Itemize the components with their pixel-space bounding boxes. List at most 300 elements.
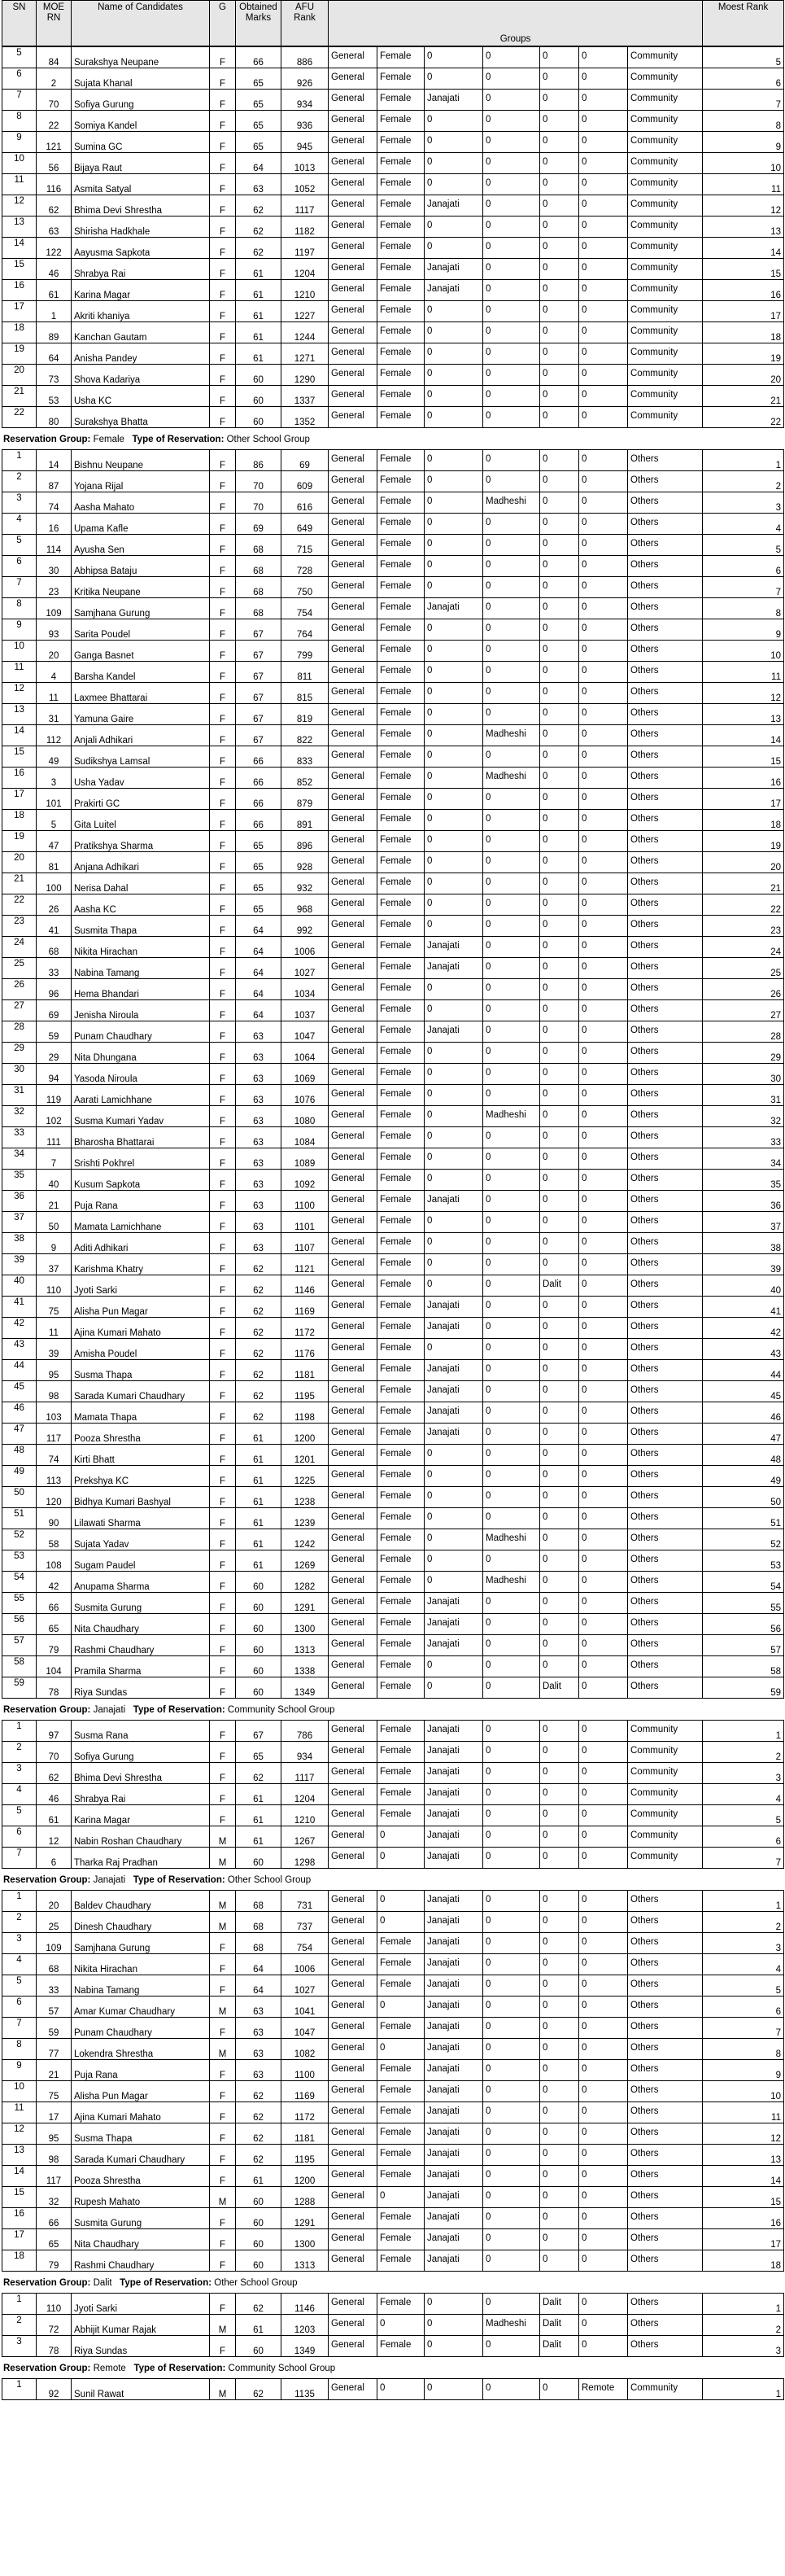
moest-rank-cell: 38 bbox=[703, 1233, 784, 1254]
remote-group-cell: 0 bbox=[579, 259, 628, 280]
dalit-group-cell: 0 bbox=[540, 111, 579, 132]
janajati-group-cell: 0 bbox=[425, 132, 483, 153]
remote-group-cell: 0 bbox=[579, 2229, 628, 2250]
moest-rank-cell: 1 bbox=[703, 1891, 784, 1912]
madheshi-group-cell: 0 bbox=[483, 1445, 540, 1466]
janajati-group-cell: Janajati bbox=[425, 958, 483, 979]
candidate-name-cell: Nabina Tamang bbox=[72, 1975, 210, 1997]
janajati-group-cell: 0 bbox=[425, 1127, 483, 1148]
candidate-name-cell: Nita Chaudhary bbox=[72, 2229, 210, 2250]
moe-rn-cell: 11 bbox=[37, 683, 72, 704]
dalit-group-cell: 0 bbox=[540, 343, 579, 365]
madheshi-group-cell: 0 bbox=[483, 1487, 540, 1508]
sn-cell: 20 bbox=[2, 852, 37, 873]
candidate-name-cell: Rupesh Mahato bbox=[72, 2187, 210, 2208]
sn-cell: 4 bbox=[2, 514, 37, 535]
female-group-cell: Female bbox=[377, 1572, 425, 1593]
moe-rn-cell: 117 bbox=[37, 2166, 72, 2187]
results-table bbox=[2, 449, 784, 1699]
dalit-group-cell: 0 bbox=[540, 1360, 579, 1381]
sn-cell: 3 bbox=[2, 1763, 37, 1784]
remote-group-cell: 0 bbox=[579, 958, 628, 979]
table-row bbox=[2, 598, 784, 619]
madheshi-group-cell: Madheshi bbox=[483, 1572, 540, 1593]
moest-rank-cell: 22 bbox=[703, 407, 784, 428]
gender-cell: F bbox=[210, 704, 236, 725]
afu-rank-cell: 737 bbox=[281, 1912, 329, 1933]
sn-cell: 2 bbox=[2, 1742, 37, 1763]
table-row bbox=[2, 47, 784, 68]
gender-cell: F bbox=[210, 492, 236, 514]
school-type-cell: Community bbox=[628, 153, 703, 174]
madheshi-group-cell: 0 bbox=[483, 577, 540, 598]
gender-cell: F bbox=[210, 1508, 236, 1529]
afu-rank-cell: 1242 bbox=[281, 1529, 329, 1550]
candidate-name-cell: Ajina Kumari Mahato bbox=[72, 1318, 210, 1339]
marks-cell: 67 bbox=[236, 725, 281, 746]
madheshi-group-cell: 0 bbox=[483, 2336, 540, 2357]
marks-cell: 63 bbox=[236, 1021, 281, 1043]
table-row bbox=[2, 2315, 784, 2336]
results-table bbox=[2, 2378, 784, 2400]
marks-cell: 61 bbox=[236, 301, 281, 322]
school-type-cell: Others bbox=[628, 2018, 703, 2039]
janajati-group-cell: 0 bbox=[425, 725, 483, 746]
female-group-cell: Female bbox=[377, 789, 425, 810]
madheshi-group-cell: 0 bbox=[483, 2250, 540, 2272]
table-row bbox=[2, 556, 784, 577]
marks-cell: 63 bbox=[236, 2039, 281, 2060]
afu-rank-cell: 731 bbox=[281, 1891, 329, 1912]
janajati-group-cell: 0 bbox=[425, 1170, 483, 1191]
school-type-cell: Others bbox=[628, 1127, 703, 1148]
sn-cell: 21 bbox=[2, 386, 37, 407]
moest-rank-cell: 6 bbox=[703, 556, 784, 577]
remote-group-cell: 0 bbox=[579, 535, 628, 556]
dalit-group-cell: Dalit bbox=[540, 2294, 579, 2315]
madheshi-group-cell: 0 bbox=[483, 1043, 540, 1064]
madheshi-group-cell: 0 bbox=[483, 1233, 540, 1254]
moest-rank-cell: 11 bbox=[703, 2102, 784, 2123]
afu-rank-cell: 1201 bbox=[281, 1445, 329, 1466]
afu-rank-cell: 1047 bbox=[281, 2018, 329, 2039]
table-row bbox=[2, 2018, 784, 2039]
afu-rank-cell: 1052 bbox=[281, 174, 329, 195]
school-type-cell: Community bbox=[628, 280, 703, 301]
marks-cell: 60 bbox=[236, 1677, 281, 1699]
category-cell: General bbox=[329, 1064, 377, 1085]
marks-cell: 66 bbox=[236, 789, 281, 810]
janajati-group-cell: 0 bbox=[425, 492, 483, 514]
school-type-cell: Others bbox=[628, 1339, 703, 1360]
female-group-cell: Female bbox=[377, 725, 425, 746]
afu-rank-cell: 1313 bbox=[281, 1635, 329, 1656]
remote-group-cell: 0 bbox=[579, 1508, 628, 1529]
janajati-group-cell: Janajati bbox=[425, 1997, 483, 2018]
category-cell: General bbox=[329, 238, 377, 259]
gender-cell: F bbox=[210, 598, 236, 619]
remote-group-cell: 0 bbox=[579, 2250, 628, 2272]
sn-cell: 27 bbox=[2, 1000, 37, 1021]
madheshi-group-cell: 0 bbox=[483, 1318, 540, 1339]
school-type-cell: Others bbox=[628, 514, 703, 535]
school-type-cell: Others bbox=[628, 598, 703, 619]
dalit-group-cell: 0 bbox=[540, 2250, 579, 2272]
category-cell: General bbox=[329, 1424, 377, 1445]
category-cell: General bbox=[329, 2145, 377, 2166]
remote-group-cell: 0 bbox=[579, 1021, 628, 1043]
table-row bbox=[2, 662, 784, 683]
moest-rank-cell: 18 bbox=[703, 2250, 784, 2272]
table-row bbox=[2, 2102, 784, 2123]
remote-group-cell: 0 bbox=[579, 1402, 628, 1424]
female-group-cell: Female bbox=[377, 704, 425, 725]
table-row bbox=[2, 2379, 784, 2400]
janajati-group-cell: 0 bbox=[425, 1148, 483, 1170]
female-group-cell: Female bbox=[377, 662, 425, 683]
afu-rank-cell: 1200 bbox=[281, 2166, 329, 2187]
candidate-name-cell: Lokendra Shrestha bbox=[72, 2039, 210, 2060]
gender-cell: F bbox=[210, 1466, 236, 1487]
candidate-name-cell: Bharosha Bhattarai bbox=[72, 1127, 210, 1148]
marks-cell: 61 bbox=[236, 259, 281, 280]
sn-cell: 59 bbox=[2, 1677, 37, 1699]
moest-rank-cell: 4 bbox=[703, 514, 784, 535]
candidate-name-cell: Sofiya Gurung bbox=[72, 1742, 210, 1763]
afu-rank-cell: 1069 bbox=[281, 1064, 329, 1085]
moe-rn-cell: 111 bbox=[37, 1127, 72, 1148]
moe-rn-cell: 95 bbox=[37, 1360, 72, 1381]
candidate-name-cell: Pratikshya Sharma bbox=[72, 831, 210, 852]
madheshi-group-cell: 0 bbox=[483, 619, 540, 641]
dalit-group-cell: 0 bbox=[540, 68, 579, 90]
moe-rn-cell: 72 bbox=[37, 2315, 72, 2336]
gender-cell: M bbox=[210, 1997, 236, 2018]
madheshi-group-cell: 0 bbox=[483, 343, 540, 365]
janajati-group-cell: 0 bbox=[425, 1550, 483, 1572]
table-row bbox=[2, 1127, 784, 1148]
category-cell: General bbox=[329, 598, 377, 619]
table-row bbox=[2, 1170, 784, 1191]
remote-group-cell: 0 bbox=[579, 1381, 628, 1402]
dalit-group-cell: 0 bbox=[540, 1191, 579, 1212]
category-cell: General bbox=[329, 1975, 377, 1997]
table-row bbox=[2, 1635, 784, 1656]
remote-group-cell: 0 bbox=[579, 216, 628, 238]
category-cell: General bbox=[329, 1085, 377, 1106]
janajati-group-cell: Janajati bbox=[425, 1805, 483, 1826]
moe-rn-cell: 58 bbox=[37, 1529, 72, 1550]
afu-rank-cell: 1267 bbox=[281, 1826, 329, 1848]
dalit-group-cell: 0 bbox=[540, 1656, 579, 1677]
gender-cell: F bbox=[210, 789, 236, 810]
sn-cell: 1 bbox=[2, 2294, 37, 2315]
moe-rn-cell: 3 bbox=[37, 768, 72, 789]
janajati-group-cell: 0 bbox=[425, 174, 483, 195]
school-type-cell: Others bbox=[628, 2102, 703, 2123]
moe-rn-cell: 97 bbox=[37, 1721, 72, 1742]
female-group-cell: Female bbox=[377, 2166, 425, 2187]
remote-group-cell: 0 bbox=[579, 1297, 628, 1318]
janajati-group-cell: Janajati bbox=[425, 1784, 483, 1805]
moest-rank-cell: 40 bbox=[703, 1275, 784, 1297]
moe-rn-cell: 110 bbox=[37, 2294, 72, 2315]
table-row bbox=[2, 280, 784, 301]
reservation-type-value: Community School Group bbox=[227, 1705, 335, 1715]
moest-rank-cell: 15 bbox=[703, 2187, 784, 2208]
gender-cell: F bbox=[210, 1360, 236, 1381]
moe-rn-cell: 59 bbox=[37, 2018, 72, 2039]
janajati-group-cell: 0 bbox=[425, 873, 483, 894]
dalit-group-cell: 0 bbox=[540, 789, 579, 810]
candidate-name-cell: Jyoti Sarki bbox=[72, 1275, 210, 1297]
janajati-group-cell: Janajati bbox=[425, 2187, 483, 2208]
marks-cell: 61 bbox=[236, 322, 281, 343]
sn-cell: 41 bbox=[2, 1297, 37, 1318]
school-type-cell: Others bbox=[628, 1106, 703, 1127]
school-type-cell: Community bbox=[628, 1784, 703, 1805]
dalit-group-cell: 0 bbox=[540, 1318, 579, 1339]
candidate-name-cell: Kritika Neupane bbox=[72, 577, 210, 598]
madheshi-group-cell: 0 bbox=[483, 2166, 540, 2187]
table-row bbox=[2, 1933, 784, 1954]
category-cell: General bbox=[329, 2379, 377, 2400]
school-type-cell: Community bbox=[628, 174, 703, 195]
reservation-type-label: Type of Reservation: bbox=[133, 2364, 229, 2373]
category-cell: General bbox=[329, 1763, 377, 1784]
candidate-name-cell: Yamuna Gaire bbox=[72, 704, 210, 725]
afu-rank-cell: 1169 bbox=[281, 1297, 329, 1318]
candidate-name-cell: Sujata Khanal bbox=[72, 68, 210, 90]
female-group-cell: 0 bbox=[377, 1912, 425, 1933]
afu-rank-cell: 822 bbox=[281, 725, 329, 746]
school-type-cell: Others bbox=[628, 2229, 703, 2250]
moest-rank-cell: 24 bbox=[703, 937, 784, 958]
table-row bbox=[2, 471, 784, 492]
sn-cell: 9 bbox=[2, 132, 37, 153]
moest-rank-cell: 12 bbox=[703, 195, 784, 216]
janajati-group-cell: Janajati bbox=[425, 1975, 483, 1997]
reservation-group-label: Reservation Group: bbox=[3, 435, 94, 444]
janajati-group-cell: Janajati bbox=[425, 2018, 483, 2039]
marks-cell: 62 bbox=[236, 1402, 281, 1424]
female-group-cell: Female bbox=[377, 2102, 425, 2123]
gender-cell: F bbox=[210, 301, 236, 322]
moe-rn-cell: 17 bbox=[37, 2102, 72, 2123]
janajati-group-cell: 0 bbox=[425, 238, 483, 259]
madheshi-group-cell: 0 bbox=[483, 407, 540, 428]
school-type-cell: Others bbox=[628, 1360, 703, 1381]
candidate-name-cell: Riya Sundas bbox=[72, 1677, 210, 1699]
category-cell: General bbox=[329, 1339, 377, 1360]
dalit-group-cell: 0 bbox=[540, 2123, 579, 2145]
moest-rank-cell: 8 bbox=[703, 111, 784, 132]
category-cell: General bbox=[329, 111, 377, 132]
gender-cell: F bbox=[210, 1975, 236, 1997]
afu-rank-cell: 1100 bbox=[281, 1191, 329, 1212]
candidate-name-cell: Baldev Chaudhary bbox=[72, 1891, 210, 1912]
janajati-group-cell: Janajati bbox=[425, 1297, 483, 1318]
moest-rank-cell: 12 bbox=[703, 683, 784, 704]
madheshi-group-cell: 0 bbox=[483, 831, 540, 852]
gender-cell: F bbox=[210, 1381, 236, 1402]
janajati-group-cell: 0 bbox=[425, 343, 483, 365]
moest-rank-cell: 17 bbox=[703, 2229, 784, 2250]
sn-cell: 1 bbox=[2, 1891, 37, 1912]
sn-cell: 1 bbox=[2, 2379, 37, 2400]
candidate-name-cell: Sarada Kumari Chaudhary bbox=[72, 2145, 210, 2166]
table-row bbox=[2, 2250, 784, 2272]
school-type-cell: Others bbox=[628, 937, 703, 958]
marks-cell: 65 bbox=[236, 90, 281, 111]
janajati-group-cell: 0 bbox=[425, 1106, 483, 1127]
moe-rn-cell: 61 bbox=[37, 1805, 72, 1826]
sn-cell: 50 bbox=[2, 1487, 37, 1508]
dalit-group-cell: Dalit bbox=[540, 1677, 579, 1699]
sn-cell: 34 bbox=[2, 1148, 37, 1170]
marks-cell: 60 bbox=[236, 2187, 281, 2208]
marks-cell: 61 bbox=[236, 1826, 281, 1848]
afu-rank-cell: 1198 bbox=[281, 1402, 329, 1424]
candidate-name-cell: Bishnu Neupane bbox=[72, 450, 210, 471]
madheshi-group-cell: 0 bbox=[483, 1339, 540, 1360]
table-row bbox=[2, 1297, 784, 1318]
dalit-group-cell: 0 bbox=[540, 1826, 579, 1848]
candidate-name-cell: Yasoda Niroula bbox=[72, 1064, 210, 1085]
school-type-cell: Others bbox=[628, 577, 703, 598]
moest-rank-cell: 32 bbox=[703, 1106, 784, 1127]
table-row bbox=[2, 132, 784, 153]
sn-cell: 9 bbox=[2, 619, 37, 641]
moe-rn-cell: 9 bbox=[37, 1233, 72, 1254]
category-cell: General bbox=[329, 1848, 377, 1869]
madheshi-group-cell: Madheshi bbox=[483, 1106, 540, 1127]
table-row bbox=[2, 322, 784, 343]
dalit-group-cell: 0 bbox=[540, 1043, 579, 1064]
janajati-group-cell: Janajati bbox=[425, 2060, 483, 2081]
sn-cell: 8 bbox=[2, 598, 37, 619]
female-group-cell: Female bbox=[377, 2018, 425, 2039]
dalit-group-cell: 0 bbox=[540, 365, 579, 386]
janajati-group-cell: Janajati bbox=[425, 2102, 483, 2123]
school-type-cell: Community bbox=[628, 343, 703, 365]
remote-group-cell: 0 bbox=[579, 1912, 628, 1933]
table-row bbox=[2, 1064, 784, 1085]
female-group-cell: Female bbox=[377, 1085, 425, 1106]
school-type-cell: Others bbox=[628, 2145, 703, 2166]
madheshi-group-cell: 0 bbox=[483, 1826, 540, 1848]
candidate-name-cell: Mamata Thapa bbox=[72, 1402, 210, 1424]
remote-group-cell: 0 bbox=[579, 1212, 628, 1233]
moe-rn-cell: 110 bbox=[37, 1275, 72, 1297]
marks-cell: 66 bbox=[236, 768, 281, 789]
marks-cell: 63 bbox=[236, 2060, 281, 2081]
category-cell: General bbox=[329, 1148, 377, 1170]
category-cell: General bbox=[329, 1742, 377, 1763]
remote-group-cell: 0 bbox=[579, 514, 628, 535]
school-type-cell: Others bbox=[628, 810, 703, 831]
school-type-cell: Others bbox=[628, 2336, 703, 2357]
sn-cell: 14 bbox=[2, 238, 37, 259]
candidate-name-cell: Anjali Adhikari bbox=[72, 725, 210, 746]
female-group-cell: Female bbox=[377, 1614, 425, 1635]
moest-rank-cell: 7 bbox=[703, 577, 784, 598]
remote-group-cell: 0 bbox=[579, 2187, 628, 2208]
sn-cell: 12 bbox=[2, 2123, 37, 2145]
madheshi-group-cell: 0 bbox=[483, 174, 540, 195]
results-table bbox=[2, 1890, 784, 2272]
candidate-name-cell: Shova Kadariya bbox=[72, 365, 210, 386]
madheshi-group-cell: 0 bbox=[483, 2102, 540, 2123]
category-cell: General bbox=[329, 852, 377, 873]
sn-cell: 7 bbox=[2, 577, 37, 598]
moest-rank-cell: 21 bbox=[703, 873, 784, 894]
dalit-group-cell: 0 bbox=[540, 1912, 579, 1933]
madheshi-group-cell: 0 bbox=[483, 1721, 540, 1742]
category-cell: General bbox=[329, 1297, 377, 1318]
category-cell: General bbox=[329, 1106, 377, 1127]
janajati-group-cell: 0 bbox=[425, 153, 483, 174]
table-row bbox=[2, 1212, 784, 1233]
female-group-cell: Female bbox=[377, 852, 425, 873]
afu-rank-cell: 819 bbox=[281, 704, 329, 725]
moest-rank-cell: 16 bbox=[703, 768, 784, 789]
gender-cell: F bbox=[210, 1127, 236, 1148]
marks-cell: 64 bbox=[236, 1954, 281, 1975]
school-type-cell: Others bbox=[628, 619, 703, 641]
female-group-cell: Female bbox=[377, 2250, 425, 2272]
afu-rank-cell: 1172 bbox=[281, 1318, 329, 1339]
category-cell: General bbox=[329, 810, 377, 831]
gender-cell: F bbox=[210, 1402, 236, 1424]
gender-cell: F bbox=[210, 1784, 236, 1805]
candidate-name-cell: Alisha Pun Magar bbox=[72, 1297, 210, 1318]
school-type-cell: Community bbox=[628, 407, 703, 428]
marks-cell: 64 bbox=[236, 937, 281, 958]
dalit-group-cell: 0 bbox=[540, 1975, 579, 1997]
candidate-name-cell: Bijaya Raut bbox=[72, 153, 210, 174]
female-group-cell: 0 bbox=[377, 2315, 425, 2336]
header-moest-rank: Moest Rank bbox=[703, 1, 784, 46]
category-cell: General bbox=[329, 1656, 377, 1677]
janajati-group-cell: Janajati bbox=[425, 259, 483, 280]
marks-cell: 61 bbox=[236, 1550, 281, 1572]
female-group-cell: 0 bbox=[377, 2379, 425, 2400]
dalit-group-cell: 0 bbox=[540, 90, 579, 111]
candidate-name-cell: Sudikshya Lamsal bbox=[72, 746, 210, 768]
marks-cell: 62 bbox=[236, 2123, 281, 2145]
table-row bbox=[2, 514, 784, 535]
female-group-cell: Female bbox=[377, 1212, 425, 1233]
gender-cell: F bbox=[210, 1254, 236, 1275]
female-group-cell: Female bbox=[377, 1233, 425, 1254]
dalit-group-cell: 0 bbox=[540, 1127, 579, 1148]
candidate-name-cell: Karishma Khatry bbox=[72, 1254, 210, 1275]
janajati-group-cell: 0 bbox=[425, 1085, 483, 1106]
table-row bbox=[2, 1424, 784, 1445]
moe-rn-cell: 68 bbox=[37, 1954, 72, 1975]
school-type-cell: Others bbox=[628, 1997, 703, 2018]
madheshi-group-cell: 0 bbox=[483, 958, 540, 979]
remote-group-cell: 0 bbox=[579, 979, 628, 1000]
sn-cell: 16 bbox=[2, 2208, 37, 2229]
marks-cell: 62 bbox=[236, 1275, 281, 1297]
afu-rank-cell: 1338 bbox=[281, 1656, 329, 1677]
madheshi-group-cell: 0 bbox=[483, 873, 540, 894]
afu-rank-cell: 945 bbox=[281, 132, 329, 153]
candidate-name-cell: Srishti Pokhrel bbox=[72, 1148, 210, 1170]
madheshi-group-cell: 0 bbox=[483, 1742, 540, 1763]
